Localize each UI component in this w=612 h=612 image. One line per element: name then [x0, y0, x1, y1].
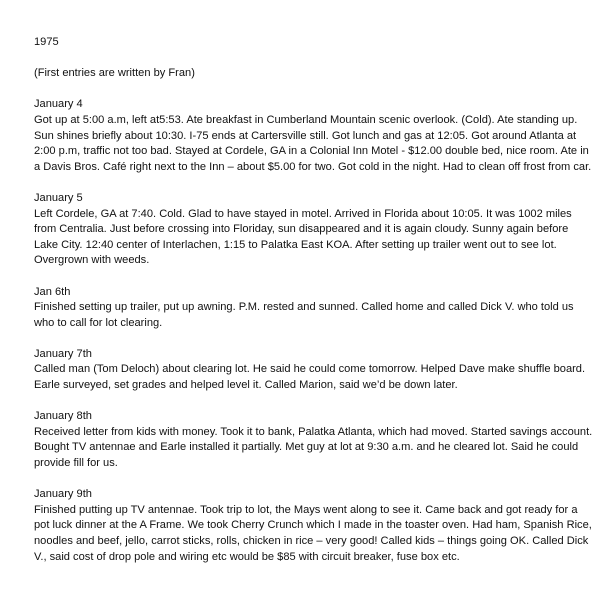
- journal-entry: [34, 347, 594, 394]
- document-page: [34, 35, 594, 581]
- entry-text: Got up at 5:00 a.m, left at5:53. Ate breakfast in Cumberland Mountain scenic overlook. (Cold). Ate standing up. Sun shines briefly about 10:30. I-75 ends at Cartersville still. Got lunch and gas at 12:05. Got around Atlanta at 2:00 p.m, traffic not too bad. Stayed at Cordele, GA in a Colonial Inn Motel - $12.00 double bed, nice room. Ate in a Davis Bros. Café right next to the Inn – about $5.00 for two. Got cold in the night. Had to clean off frost from car.: [34, 113, 592, 173]
- journal-entry: [34, 191, 594, 269]
- entry-text: Called man (Tom Deloch) about clearing lot. He said he could come tomorrow. Helped Dave make shuffle board. Earle surveyed, set grades and helped level it. Called Marion, said we’d be down later.: [34, 363, 586, 392]
- entry-date: January 9th: [34, 488, 92, 501]
- journal-entry: [34, 285, 594, 332]
- entry-date: January 4: [34, 98, 83, 111]
- entry-text: Received letter from kids with money. Took it to bank, Palatka Atlanta, which had moved. Started savings account. Bought TV antennae and Earle installed it partially. Met guy at lot at 9:30 a.m. and he cleared lot. Said he could provide fill for us.: [34, 425, 593, 470]
- entry-date: January 5: [34, 191, 83, 204]
- entry-date: January 8th: [34, 410, 92, 423]
- entry-text: Finished putting up TV antennae. Took trip to lot, the Mays went along to see it. Came back and got ready for a pot luck dinner at the A Frame. We took Cherry Crunch which I made in the toaster oven. Had ham, Spanish Rice, noodles and beef, jello, carrot sticks, rolls, chicken in rice – very good! Called kids – things going OK. Called Dick V., said cost of drop pole and wiring etc would be $85 with circuit breaker, fuse box etc.: [34, 503, 592, 563]
- entry-text: Left Cordele, GA at 7:40. Cold. Glad to have stayed in motel. Arrived in Florida about 10:05. It was 1002 miles from Centralia. Just before crossing into Floriday, sun disappeared and it is again cloudy. Sunny again before Lake City. 12:40 center of Interlachen, 1:15 to Palatka East KOA. After setting up trailer went out to see lot. Overgrown with weeds.: [34, 207, 572, 267]
- journal-entry: [34, 97, 594, 175]
- entry-text: Finished setting up trailer, put up awning. P.M. rested and sunned. Called home and called Dick V. who told us who to call for lot clearing.: [34, 301, 574, 329]
- entry-date: January 7th: [34, 347, 92, 360]
- author-note: (First entries are written by Fran): [34, 67, 195, 80]
- entry-date: Jan 6th: [34, 285, 71, 298]
- journal-entry: [34, 409, 594, 471]
- journal-entry: [34, 487, 594, 565]
- year-heading: 1975: [34, 36, 59, 48]
